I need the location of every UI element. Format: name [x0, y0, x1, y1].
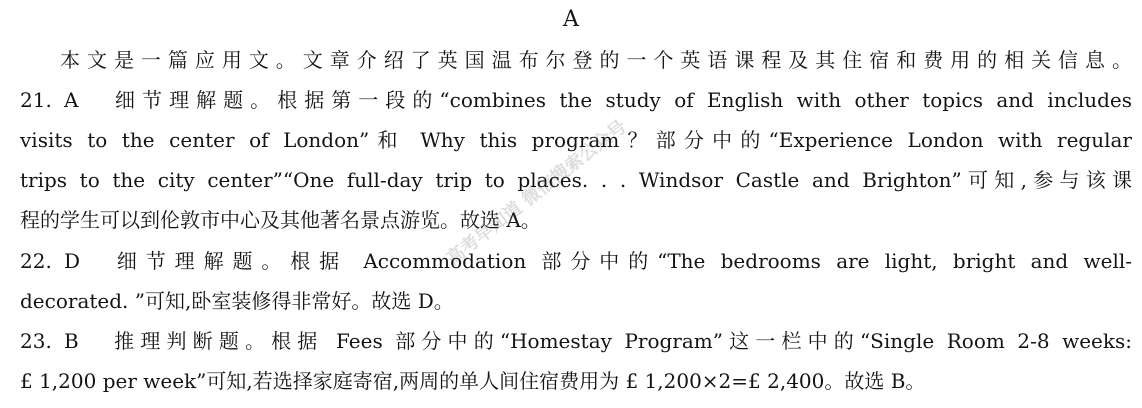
answer-letter: A — [64, 88, 79, 112]
intro-paragraph: 本文是一篇应用文。文章介绍了英国温布尔登的一个英语课程及其住宿和费用的相关信息。 — [60, 48, 1132, 72]
answer-22-line-2: decorated. ”可知,卧室装修得非常好。故选 D。 — [20, 289, 454, 313]
answer-letter: B — [64, 329, 79, 353]
answer-23-line-2: £ 1,200 per week”可知,若选择家庭寄宿,两周的单人间住宿费用为 £ 1,200×2=£ 2,400。故选 B。 — [20, 369, 926, 393]
answer-letter: D — [64, 249, 81, 273]
watermark: 高考早知道 微信搜索公众号 — [442, 116, 631, 270]
explanation-text: 细节理解题。根据 Accommodation 部分中的“The bedrooms are light, bright and well- — [108, 249, 1132, 273]
answer-21-line-1 — [20, 84, 1132, 116]
answer-23-line-1 — [20, 325, 1132, 357]
question-number: 22. — [20, 249, 52, 273]
answer-21-line-4: 程的学生可以到伦敦市中心及其他著名景点游览。故选 A。 — [20, 208, 541, 232]
question-number: 21. — [20, 88, 52, 112]
section-heading: A — [563, 7, 579, 32]
answer-22-line-1 — [20, 245, 1132, 277]
answer-21-line-2: visits to the center of London”和 Why this program？部分中的“Experience London with regular — [20, 128, 1132, 152]
answer-21-line-3: trips to the city center”“One full-day trip to places. . . Windsor Castle and Brighton”可知,参与该课 — [20, 168, 1132, 192]
question-number: 23. — [20, 329, 52, 353]
explanation-text: 推理判断题。根据 Fees 部分中的“Homestay Program”这一栏中的“Single Room 2-8 weeks: — [108, 329, 1132, 353]
explanation-text: 细节理解题。根据第一段的“combines the study of English with other topics and includes — [108, 88, 1132, 112]
